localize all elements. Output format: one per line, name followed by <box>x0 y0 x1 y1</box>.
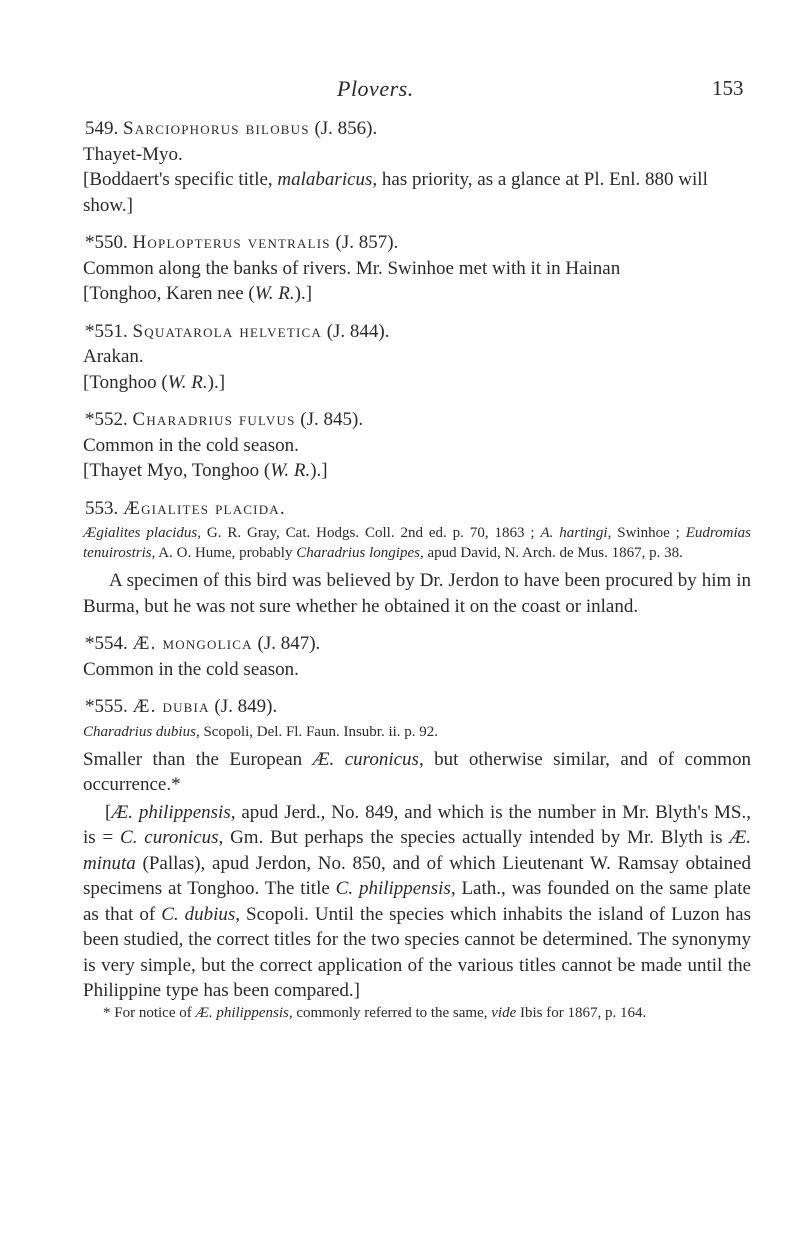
entry-number: *551. <box>85 320 128 342</box>
jerdon-reference: (J. 857). <box>335 232 399 253</box>
jerdon-reference: (J. 856). <box>314 118 378 139</box>
species-name: Sarciophorus bilobus <box>123 118 310 139</box>
locality-line: [Thayet Myo, Tonghoo (W. R.).] <box>83 460 328 481</box>
species-entry-553 <box>83 496 751 620</box>
entry-heading <box>83 319 751 345</box>
species-entry-554 <box>83 631 751 682</box>
entry-number: 553. <box>85 497 119 519</box>
species-name: Charadrius fulvus <box>132 409 296 430</box>
synonymy: Ægialites placidus, G. R. Gray, Cat. Hodgs. Coll. 2nd ed. p. 70, 1863 ; A. hartingi, Swinhoe ; Eudromias tenuirostris, A. O. Hume, probably Charadrius longipes, apud David, N. Arch. de Mus. 1867, p. 38. <box>83 525 751 561</box>
entry-heading <box>83 496 751 522</box>
entry-heading <box>83 230 751 256</box>
jerdon-reference: (J. 845). <box>300 409 364 430</box>
species-entry-552 <box>83 407 751 484</box>
distribution-line: Common in the cold season. <box>83 434 299 456</box>
footnote: * For notice of Æ. philippensis, commonly referred to the same, vide Ibis for 1867, p. 164. <box>103 1004 647 1021</box>
jerdon-reference: (J. 844). <box>326 320 390 342</box>
entry-heading <box>83 407 751 433</box>
entry-number: *552. <box>85 409 128 430</box>
running-head <box>0 76 801 104</box>
species-name: Hoplopterus ventralis <box>132 232 331 253</box>
distribution-line: Common in the cold season. <box>83 658 299 680</box>
editor-note: [Boddaert's specific title, malabaricus, has priority, as a glance at Pl. Enl. 880 will show.] <box>83 169 708 216</box>
species-entry-555 <box>83 694 751 1023</box>
page-number: 153 <box>712 76 744 100</box>
species-name: Squatarola helvetica <box>132 320 322 342</box>
entry-heading <box>83 116 751 142</box>
locality-line: Thayet-Myo. <box>83 143 183 165</box>
synonymy: Charadrius dubius, Scopoli, Del. Fl. Faun. Insubr. ii. p. 92. <box>83 723 439 740</box>
locality-line: [Tonghoo (W. R.).] <box>83 371 226 393</box>
entry-number: *550. <box>85 232 128 253</box>
locality-line: [Tonghoo, Karen nee (W. R.).] <box>83 283 313 304</box>
species-name: Ægialites placida. <box>123 497 286 519</box>
entry-number: *554. <box>85 633 128 654</box>
entry-paragraph: A specimen of this bird was believed by Dr. Jerdon to have been procured by him in Burma, but he was not sure whether he obtained it on the coast or inland. <box>83 570 751 617</box>
species-name: Æ. mongolica <box>132 633 253 654</box>
entry-paragraph: Smaller than the European Æ. curonicus, but otherwise similar, and of common occurrence.* <box>83 748 752 795</box>
page-body <box>83 116 751 1035</box>
species-name: Æ. dubia <box>132 696 210 717</box>
distribution-line: Arakan. <box>83 346 144 367</box>
running-title: Plovers. <box>337 76 414 101</box>
species-entry-550 <box>83 230 751 307</box>
entry-heading <box>83 694 751 720</box>
jerdon-reference: (J. 847). <box>257 633 321 654</box>
distribution-line: Common along the banks of rivers. Mr. Swinhoe met with it in Hainan <box>83 257 621 279</box>
entry-number: *555. <box>85 696 128 717</box>
entry-number: 549. <box>85 118 119 139</box>
species-entry-551 <box>83 319 751 396</box>
jerdon-reference: (J. 849). <box>214 696 278 717</box>
entry-heading <box>83 631 751 657</box>
editor-note: [Æ. philippensis, apud Jerd., No. 849, and which is the number in Mr. Blyth's MS., is = C. curonicus, Gm. But perhaps the species actually intended by Mr. Blyth is Æ. minuta (Pallas), apud Jerdon, No. 850, and of which Lieutenant W. Ramsay obtained specimens at Tonghoo. The title C. philippensis, Lath., was founded on the same plate as that of C. dubius, Scopoli. Until the species which inhabits the island of Luzon has been studied, the correct titles for the two species cannot be determined. The synonymy is very simple, but the correct application of the various titles cannot be made until the Philippine type has been compared.] <box>83 801 752 1001</box>
species-entry-549 <box>83 116 751 218</box>
